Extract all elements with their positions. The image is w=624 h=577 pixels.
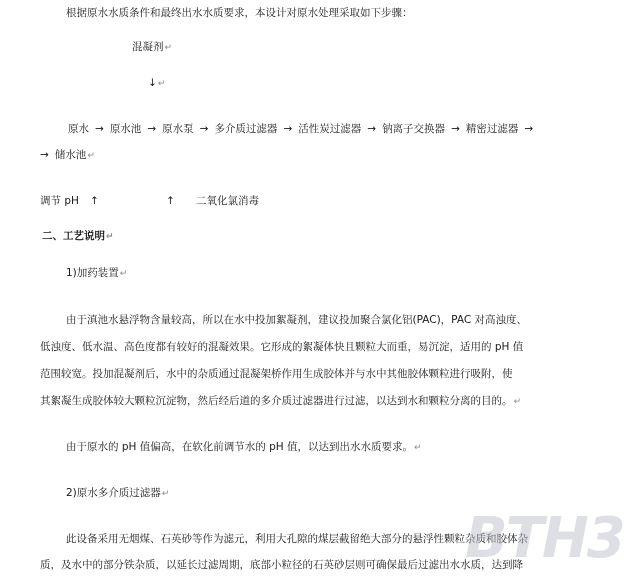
- para1-line-4: [40, 394, 521, 409]
- paragraph-mark-icon: ↵: [106, 232, 114, 242]
- ph-up-arrow: [90, 194, 99, 208]
- para1-line-3: [40, 367, 513, 381]
- paragraph-mark-icon: ↵: [161, 489, 170, 499]
- flow-arrow-icon: →: [451, 123, 460, 135]
- flow-line-1-node: 钠离子交换器: [382, 123, 446, 135]
- paragraph-mark-icon: ↵: [87, 151, 95, 161]
- para3-line-1: [66, 532, 528, 546]
- down-arrow-icon: ↓: [148, 77, 157, 89]
- para3-line-2: [40, 558, 523, 572]
- para1-line-1-text: 由于滇池水悬浮物含量较高，所以在水中投加絮凝剂，建议投加聚合氯化铝(PAC)，PAC 对高浊度、: [66, 314, 528, 326]
- intro-text: [66, 6, 413, 20]
- flow-line-1-node: 多介质过滤器: [214, 123, 278, 135]
- flow-line-1-node: 活性炭过滤器: [298, 123, 362, 135]
- flow-arrow-icon: →: [40, 149, 49, 161]
- para1-line-4-text: 其絮凝生成胶体较大颗粒沉淀物，然后经后道的多介质过滤器进行过滤，以达到水和颗粒分离的目的。: [40, 395, 513, 407]
- paragraph-mark-icon: ↵: [157, 79, 166, 89]
- paragraph-mark-icon: ↵: [413, 443, 422, 453]
- para3-line-2-text: 质，及水中的部分铁杂质，以延长过滤周期，底部小粒径的石英砂层则可确保最后过滤出水水质，达到降: [40, 559, 523, 571]
- ph-adjust-label: [40, 194, 79, 208]
- para1-line-2: [40, 340, 523, 354]
- para1-line-1: [66, 313, 527, 327]
- flow-arrow-icon: →: [95, 123, 104, 135]
- ph-adjust-text: 调节 pH: [40, 195, 79, 207]
- flow-line-2-node: 储水池: [54, 149, 87, 161]
- disinfect-up-arrow: [166, 194, 175, 208]
- up-arrow-icon: ↑: [90, 195, 99, 207]
- process-flow-line-2: [40, 148, 95, 163]
- subsection-1-title: [66, 266, 127, 281]
- para1-line-2-text: 低浊度、低水温、高色度都有较好的混凝效果。它形成的絮凝体快且颗粒大而重，易沉淀，适用的 pH 值: [40, 341, 524, 353]
- flow-line-1-node: 原水: [68, 123, 89, 135]
- paragraph-mark-icon: ↵: [513, 397, 522, 407]
- paragraph-mark-icon: ↵: [119, 269, 128, 279]
- flow-arrow-icon: →: [147, 123, 157, 135]
- coagulant-text: 混凝剂: [132, 41, 164, 53]
- flow-line-1-node: 原水泵: [162, 123, 194, 135]
- subsection-2-title: [66, 486, 169, 501]
- para2: [66, 440, 422, 455]
- intro-content: 根据原水水质条件和最终出水水质要求，本设计对原水处理采取如下步骤：: [66, 7, 413, 19]
- paragraph-mark-icon: ↵: [164, 43, 173, 53]
- flow-arrow-icon: →: [524, 123, 534, 135]
- flow-line-1-node: 原水池: [109, 123, 142, 135]
- subsection-2-text: 2)原水多介质过滤器: [66, 487, 161, 499]
- flow-arrow-icon: →: [283, 123, 293, 135]
- coagulant-label: [132, 40, 172, 55]
- up-arrow-icon: ↑: [166, 195, 175, 207]
- flow-arrow-icon: →: [199, 123, 209, 135]
- disinfect-text: 二氧化氯消毒: [196, 195, 259, 207]
- section-heading: [42, 229, 114, 244]
- flow-line-1-node: 精密过滤器: [465, 123, 519, 135]
- process-flow-line-1: [68, 122, 539, 136]
- subsection-1-text: 1)加药装置: [66, 267, 119, 279]
- para3-line-1-text: 此设备采用无烟煤、石英砂等作为滤元，利用大孔隙的煤层截留绝大部分的悬浮性颗粒杂质和胶体杂: [66, 533, 528, 545]
- coagulant-arrow: [148, 76, 165, 91]
- section-heading-text: 二、工艺说明: [42, 230, 105, 242]
- disinfect-label: [196, 194, 259, 208]
- site-watermark-logo: BTH3: [465, 506, 624, 571]
- para2-text: 由于原水的 pH 值偏高，在软化前调节水的 pH 值，以达到出水水质要求。: [66, 441, 413, 453]
- para1-line-3-text: 范围较宽。投加混凝剂后，水中的杂质通过混凝架桥作用生成胶体并与水中其他胶体颗粒进行吸附，使: [40, 368, 513, 380]
- flow-arrow-icon: →: [367, 123, 377, 135]
